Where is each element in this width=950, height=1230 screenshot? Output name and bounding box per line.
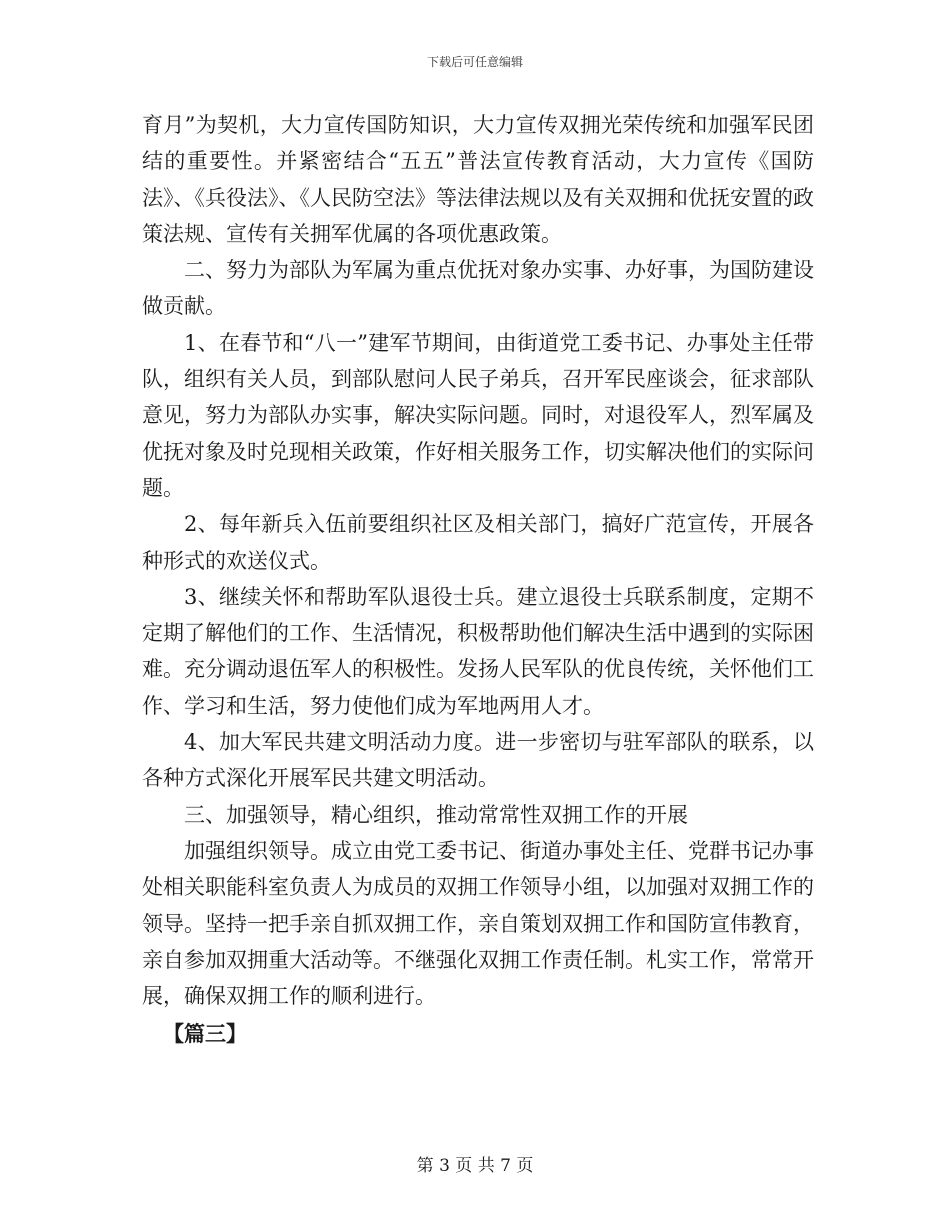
paragraph-continuation: 育月”为契机，大力宣传国防知识，大力宣传双拥光荣传统和加强军民团结的重要性。并紧密结合“五五”普法宣传教育活动，大力宣传《国防法》、《兵役法》、《人民防空法》等法律法规以及有关双拥和优抚安置的政策法规、宣传有关拥军优属的各项优惠政策。 [142,113,814,246]
paragraph-section-two-heading: 二、努力为部队为军属为重点优抚对象办实事、办好事，为国防建设做贡献。 [142,258,814,319]
page-header: 下载后可任意编辑 [426,55,523,69]
document-body [142,107,814,1053]
paragraph-item-4: 4、加大军民共建文明活动力度。进一步密切与驻军部队的联系，以各种方式深化开展军民共建文明活动。 [142,730,814,791]
paragraph-section-three-heading: 三、加强领导，精心组织，推动常常性双拥工作的开展 [184,802,688,827]
paragraph-item-3: 3、继续关怀和帮助军队退役士兵。建立退役士兵联系制度，定期不定期了解他们的工作、生活情况，积极帮助他们解决生活中遇到的实际困难。充分调动退伍军人的积极性。发扬人民军队的优良传统，关怀他们工作、学习和生活，努力使他们成为军地两用人才。 [142,584,814,718]
paragraph-item-2: 2、每年新兵入伍前要组织社区及相关部门，搞好广范宣传，开展各种形式的欢送仪式。 [142,512,814,573]
section-heading-part-three: 【篇三】 [163,1021,247,1047]
paragraph-item-1: 1、在春节和“八一”建军节期间，由街道党工委书记、办事处主任带队，组织有关人员，到部队慰问人民子弟兵，召开军民座谈会，征求部队意见，努力为部队办实事，解决实际问题。同时，对退役军人，烈军属及优抚对象及时兑现相关政策，作好相关服务工作，切实解决他们的实际问题。 [142,330,814,500]
paragraph-leadership: 加强组织领导。成立由党工委书记、街道办事处主任、党群书记办事处相关职能科室负责人为成员的双拥工作领导小组，以加强对双拥工作的领导。坚持一把手亲自抓双拥工作，亲自策划双拥工作和国防宣伟教育，亲自参加双拥重大活动等。不继强化双拥工作责任制。札实工作，常常开展，确保双拥工作的顺利进行。 [142,838,814,1009]
page-number-footer: 第 3 页 共 7 页 [416,1156,534,1176]
